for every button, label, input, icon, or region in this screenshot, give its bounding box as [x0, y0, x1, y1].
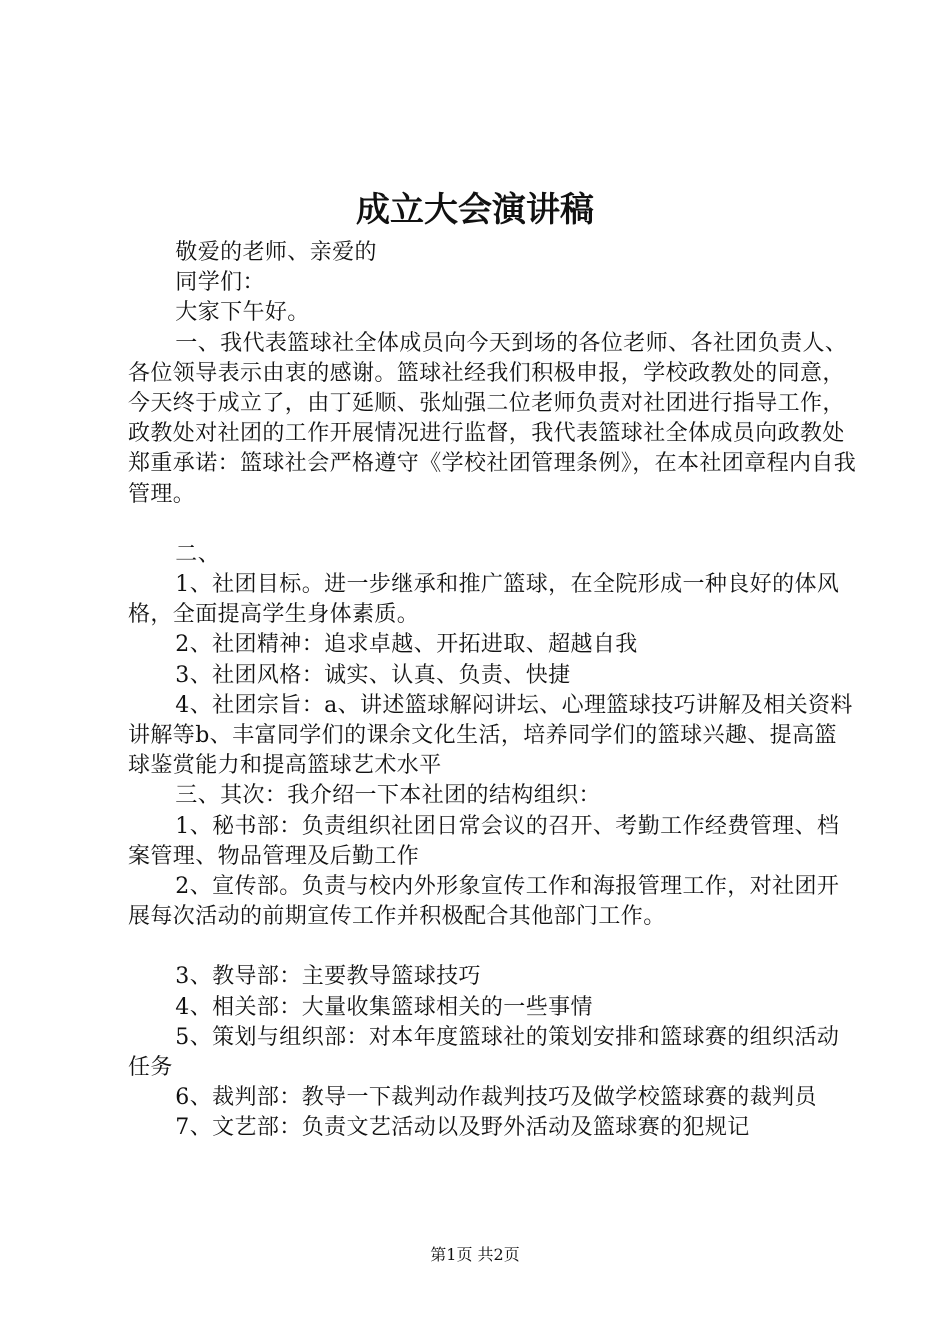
paragraph-planning: 5、策划与组织部：对本年度篮球社的策划安排和篮球赛的组织活动任务 [128, 1024, 840, 1081]
page-indicator: 第1页 共2页 [430, 1245, 520, 1264]
paragraph-salutation: 大家下午好。 [175, 300, 310, 326]
paragraph-goal: 1、社团目标。进一步继承和推广篮球，在全院形成一种良好的体风格，全面提高学生身体素质。 [128, 572, 840, 628]
paragraph-section-one: 一、我代表篮球社全体成员向今天到场的各位老师、各社团负责人、各位领导表示由衷的感谢。篮球社经我们积极申报，学校政教处的同意，今天终于成立了，由丁延顺、张灿强二位老师负责对社团进行指导工作，政教处对社团的工作开展情况进行监督，我代表篮球社全体成员向政教处郑重承诺：篮球社会严格遵守《学校社团管理条例》，在本社团章程内自我管理。 [128, 330, 857, 507]
paragraph-secretariat: 1、秘书部：负责组织社团日常会议的召开、考勤工作经费管理、档案管理、物品管理及后勤工作 [128, 813, 840, 869]
paragraph-referee: 6、裁判部：教导一下裁判动作裁判技巧及做学校篮球赛的裁判员 [175, 1085, 817, 1111]
paragraph-style: 3、社团风格：诚实、认真、负责、快捷 [175, 662, 571, 688]
paragraph-coaching: 3、教导部：主要教导篮球技巧 [175, 964, 481, 990]
paragraph-greeting: 敬爱的老师、亲爱的 [175, 240, 377, 265]
document-title: 成立大会演讲稿 [356, 190, 594, 230]
paragraph-spirit: 2、社团精神：追求卓越、开拓进取、超越自我 [175, 632, 638, 658]
paragraph-relations: 4、相关部：大量收集篮球相关的一些事情 [175, 994, 593, 1020]
document-body [128, 238, 858, 1144]
paragraph-arts: 7、文艺部：负责文艺活动以及野外活动及篮球赛的犯规记 [175, 1115, 750, 1141]
paragraph-section-two-heading: 二、 [175, 541, 221, 567]
paragraph-greeting-cont: 同学们： [175, 270, 265, 296]
paragraph-publicity: 2、宣传部。负责与校内外形象宣传工作和海报管理工作，对社团开展每次活动的前期宣传工作并积极配合其他部门工作。 [128, 874, 840, 930]
paragraph-purpose: 4、社团宗旨：a、讲述篮球解闷讲坛、心理篮球技巧讲解及相关资料讲解等b、丰富同学们的课余文化生活，培养同学们的篮球兴趣、提高篮球鉴赏能力和提高篮球艺术水平 [128, 692, 853, 779]
paragraph-section-three: 三、其次：我介绍一下本社团的结构组织： [175, 783, 601, 809]
